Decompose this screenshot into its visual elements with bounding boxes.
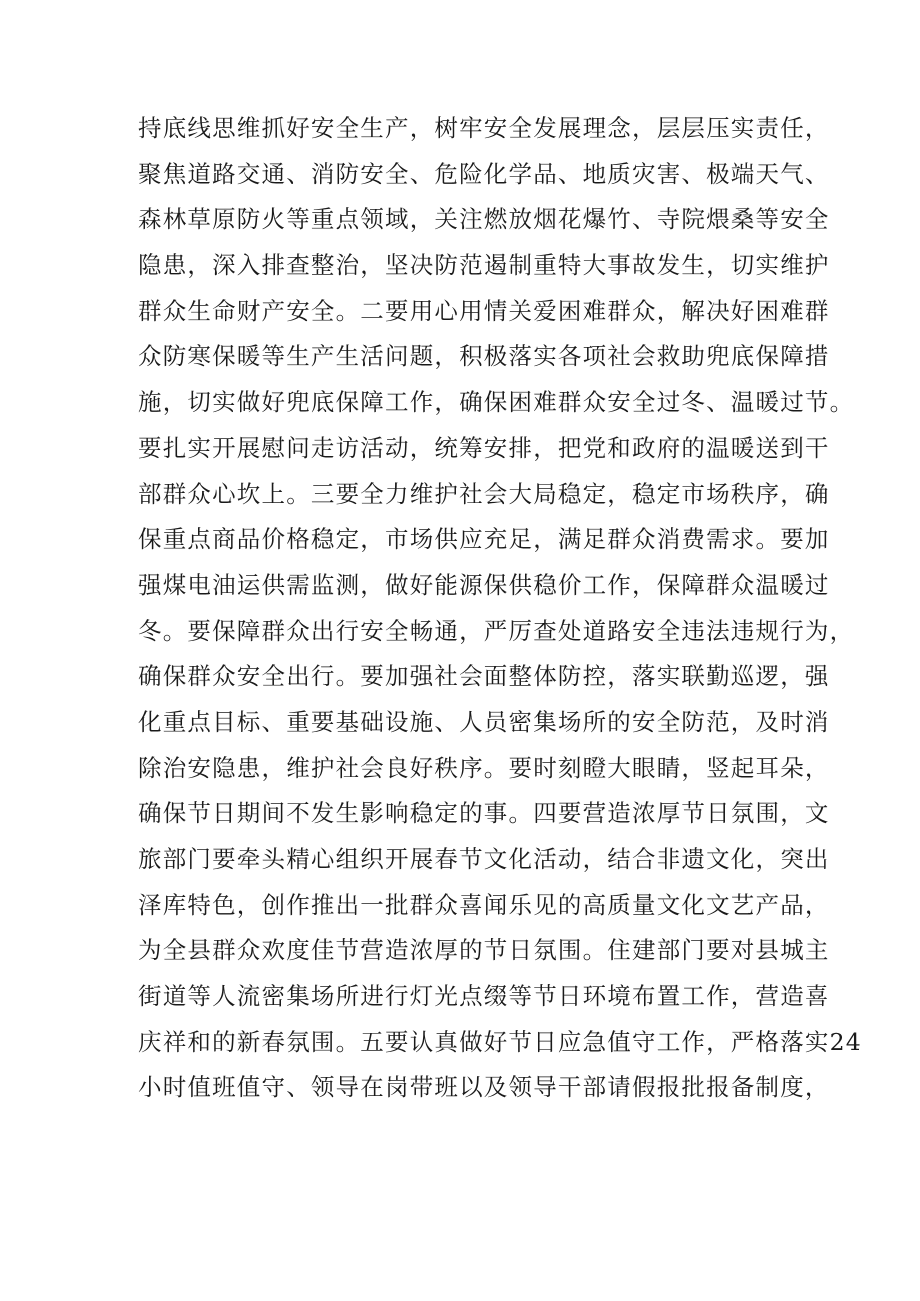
text-line: 强煤电油运供需监测，做好能源保供稳价工作，保障群众温暖过 xyxy=(138,570,830,599)
text-line: 庆祥和的新春氛围。五要认真做好节日应急值守工作，严格落实24 xyxy=(138,1027,862,1056)
text-line: 旅部门要牵头精心组织开展春节文化活动，结合非遗文化，突出 xyxy=(138,845,830,873)
text-line: 为全县群众欢度佳节营造浓厚的节日氛围。住建部门要对县城主 xyxy=(138,936,830,965)
text-line: 保重点商品价格稳定，市场供应充足，满足群众消费需求。要加 xyxy=(138,525,830,554)
text-line: 化重点目标、重要基础设施、人员密集场所的安全防范，及时消 xyxy=(138,707,830,736)
text-line: 冬。要保障群众出行安全畅通，严厉查处道路安全违法违规行为， xyxy=(138,616,855,645)
text-line: 确保群众安全出行。要加强社会面整体防控，落实联勤巡逻，强 xyxy=(138,662,830,691)
text-line: 除治安隐患，维护社会良好秩序。要时刻瞪大眼睛，竖起耳朵， xyxy=(138,753,830,782)
text-line: 聚焦道路交通、消防安全、危险化学品、地质灾害、极端天气、 xyxy=(138,159,830,188)
text-line: 持底线思维抓好安全生产，树牢安全发展理念，层层压实责任， xyxy=(138,114,830,142)
text-line: 森林草原防火等重点领域，关注燃放烟花爆竹、寺院煨桑等安全 xyxy=(138,205,830,234)
text-line: 群众生命财产安全。二要用心用情关爱困难群众，解决好困难群 xyxy=(138,296,830,325)
text-line: 施，切实做好兜底保障工作，确保困难群众安全过冬、温暖过节。 xyxy=(138,388,855,417)
text-line: 小时值班值守、领导在岗带班以及领导干部请假报批报备制度， xyxy=(138,1073,830,1102)
text-line: 泽库特色，创作推出一批群众喜闻乐见的高质量文化文艺产品， xyxy=(138,890,830,919)
text-line: 隐患，深入排查整治，坚决防范遏制重特大事故发生，切实维护 xyxy=(138,251,830,280)
text-line: 街道等人流密集场所进行灯光点缀等节日环境布置工作，营造喜 xyxy=(138,982,830,1011)
text-line: 确保节日期间不发生影响稳定的事。四要营造浓厚节日氛围，文 xyxy=(138,799,830,828)
text-line: 要扎实开展慰问走访活动，统筹安排，把党和政府的温暖送到干 xyxy=(138,433,830,462)
text-line: 部群众心坎上。三要全力维护社会大局稳定，稳定市场秩序，确 xyxy=(138,479,830,508)
body-text xyxy=(138,106,862,1111)
text-line: 众防寒保暖等生产生活问题，积极落实各项社会救助兜底保障措 xyxy=(138,342,830,371)
